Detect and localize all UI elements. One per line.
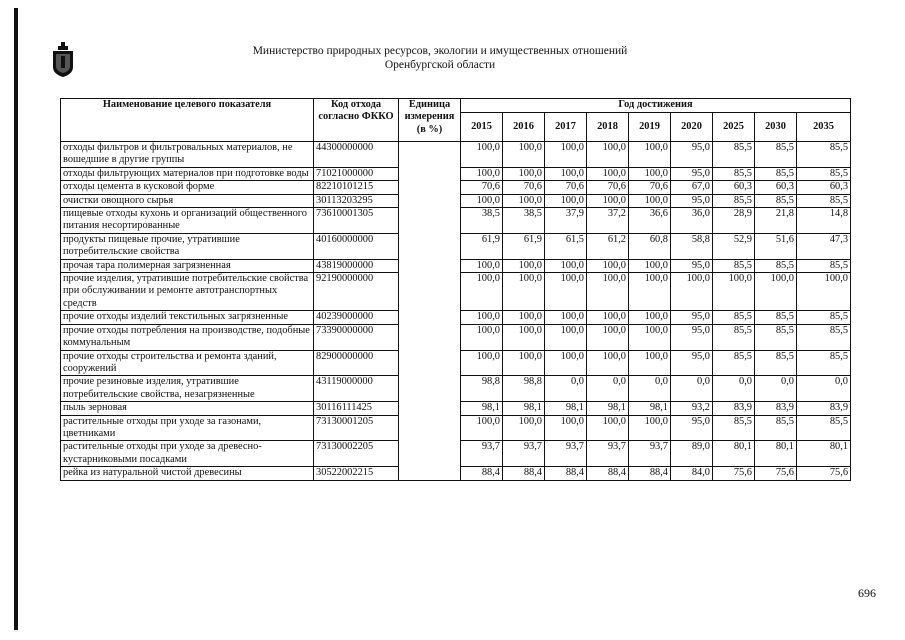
value-cell: 100,0 xyxy=(587,350,629,376)
document-header xyxy=(200,44,680,72)
value-cell: 95,0 xyxy=(671,142,713,168)
value-cell: 100,0 xyxy=(503,259,545,272)
value-cell: 83,9 xyxy=(797,402,851,415)
value-cell: 88,4 xyxy=(545,467,587,480)
value-cell: 85,5 xyxy=(755,311,797,324)
value-cell: 37,2 xyxy=(587,208,629,234)
value-cell: 98,8 xyxy=(461,376,503,402)
value-cell: 0,0 xyxy=(545,376,587,402)
value-cell: 36,0 xyxy=(671,208,713,234)
value-cell: 70,6 xyxy=(545,181,587,194)
value-cell: 80,1 xyxy=(797,441,851,467)
page-number: 696 xyxy=(858,586,876,600)
value-cell: 93,7 xyxy=(629,441,671,467)
header-year: 2015 xyxy=(461,113,503,142)
value-cell: 47,3 xyxy=(797,233,851,259)
header-unit: Единица измерения (в %) xyxy=(399,99,461,142)
value-cell: 85,5 xyxy=(797,311,851,324)
value-cell: 100,0 xyxy=(503,273,545,311)
indicator-name-cell: прочая тара полимерная загрязненная xyxy=(61,259,314,272)
value-cell: 61,9 xyxy=(503,233,545,259)
value-cell: 100,0 xyxy=(629,273,671,311)
value-cell: 85,5 xyxy=(797,415,851,441)
value-cell: 14,8 xyxy=(797,208,851,234)
indicator-name-cell: пищевые отходы кухонь и организаций общественного питания несортированные xyxy=(61,208,314,234)
value-cell: 84,0 xyxy=(671,467,713,480)
value-cell: 70,6 xyxy=(587,181,629,194)
value-cell: 100,0 xyxy=(545,324,587,350)
value-cell: 88,4 xyxy=(503,467,545,480)
value-cell: 93,7 xyxy=(545,441,587,467)
value-cell: 100,0 xyxy=(629,259,671,272)
header-year: 2025 xyxy=(713,113,755,142)
value-cell: 70,6 xyxy=(629,181,671,194)
value-cell: 95,0 xyxy=(671,259,713,272)
header-year: 2017 xyxy=(545,113,587,142)
value-cell: 100,0 xyxy=(587,259,629,272)
value-cell: 28,9 xyxy=(713,208,755,234)
value-cell: 100,0 xyxy=(503,324,545,350)
value-cell: 85,5 xyxy=(755,324,797,350)
waste-code-cell: 43119000000 xyxy=(314,376,399,402)
value-cell: 0,0 xyxy=(629,376,671,402)
value-cell: 93,2 xyxy=(671,402,713,415)
waste-code-cell: 40239000000 xyxy=(314,311,399,324)
value-cell: 85,5 xyxy=(797,259,851,272)
scan-edge-line xyxy=(14,8,18,630)
value-cell: 100,0 xyxy=(629,350,671,376)
waste-code-cell: 40160000000 xyxy=(314,233,399,259)
value-cell: 85,5 xyxy=(755,194,797,207)
value-cell: 61,9 xyxy=(461,233,503,259)
value-cell: 95,0 xyxy=(671,415,713,441)
value-cell: 61,5 xyxy=(545,233,587,259)
value-cell: 36,6 xyxy=(629,208,671,234)
value-cell: 100,0 xyxy=(629,142,671,168)
value-cell: 85,5 xyxy=(755,415,797,441)
value-cell: 95,0 xyxy=(671,167,713,180)
value-cell: 100,0 xyxy=(629,311,671,324)
waste-code-cell: 43819000000 xyxy=(314,259,399,272)
value-cell: 98,1 xyxy=(461,402,503,415)
waste-code-cell: 30113203295 xyxy=(314,194,399,207)
header-year: 2035 xyxy=(797,113,851,142)
header-target-year: Год достижения xyxy=(461,99,851,113)
value-cell: 85,5 xyxy=(713,324,755,350)
value-cell: 100,0 xyxy=(587,311,629,324)
value-cell: 100,0 xyxy=(545,273,587,311)
value-cell: 100,0 xyxy=(545,194,587,207)
value-cell: 100,0 xyxy=(545,259,587,272)
value-cell: 70,6 xyxy=(461,181,503,194)
value-cell: 100,0 xyxy=(587,142,629,168)
value-cell: 67,0 xyxy=(671,181,713,194)
value-cell: 100,0 xyxy=(629,167,671,180)
waste-code-cell: 30116111425 xyxy=(314,402,399,415)
value-cell: 85,5 xyxy=(797,167,851,180)
header-year: 2030 xyxy=(755,113,797,142)
value-cell: 85,5 xyxy=(713,259,755,272)
value-cell: 75,6 xyxy=(797,467,851,480)
value-cell: 100,0 xyxy=(545,311,587,324)
waste-code-cell: 82900000000 xyxy=(314,350,399,376)
unit-cell xyxy=(399,142,461,481)
indicator-name-cell: прочие отходы строительства и ремонта зданий, сооружений xyxy=(61,350,314,376)
value-cell: 100,0 xyxy=(461,259,503,272)
value-cell: 98,1 xyxy=(503,402,545,415)
value-cell: 98,8 xyxy=(503,376,545,402)
value-cell: 100,0 xyxy=(503,415,545,441)
value-cell: 100,0 xyxy=(545,415,587,441)
value-cell: 100,0 xyxy=(755,273,797,311)
value-cell: 80,1 xyxy=(755,441,797,467)
value-cell: 75,6 xyxy=(713,467,755,480)
value-cell: 0,0 xyxy=(671,376,713,402)
value-cell: 85,5 xyxy=(755,259,797,272)
indicator-name-cell: растительные отходы при уходе за газонами, цветниками xyxy=(61,415,314,441)
indicator-name-cell: очистки овощного сырья xyxy=(61,194,314,207)
value-cell: 88,4 xyxy=(461,467,503,480)
value-cell: 100,0 xyxy=(629,324,671,350)
header-waste-code: Код отхода согласно ФККО xyxy=(314,99,399,142)
value-cell: 89,0 xyxy=(671,441,713,467)
value-cell: 85,5 xyxy=(713,167,755,180)
value-cell: 85,5 xyxy=(797,324,851,350)
value-cell: 100,0 xyxy=(713,273,755,311)
indicator-name-cell: прочие изделия, утратившие потребительские свойства при обслуживании и ремонте автотранспортных средств xyxy=(61,273,314,311)
value-cell: 85,5 xyxy=(713,142,755,168)
waste-code-cell: 82210101215 xyxy=(314,181,399,194)
value-cell: 38,5 xyxy=(461,208,503,234)
value-cell: 95,0 xyxy=(671,311,713,324)
value-cell: 85,5 xyxy=(797,194,851,207)
value-cell: 100,0 xyxy=(545,142,587,168)
header-year: 2019 xyxy=(629,113,671,142)
indicator-name-cell: отходы фильтрующих материалов при подготовке воды xyxy=(61,167,314,180)
value-cell: 60,8 xyxy=(629,233,671,259)
value-cell: 100,0 xyxy=(545,350,587,376)
value-cell: 85,5 xyxy=(797,142,851,168)
value-cell: 0,0 xyxy=(713,376,755,402)
coat-of-arms-icon xyxy=(52,42,74,78)
value-cell: 100,0 xyxy=(461,415,503,441)
indicator-name-cell: отходы цемента в кусковой форме xyxy=(61,181,314,194)
value-cell: 85,5 xyxy=(755,350,797,376)
waste-code-cell: 71021000000 xyxy=(314,167,399,180)
waste-code-cell: 92190000000 xyxy=(314,273,399,311)
waste-code-cell: 73130002205 xyxy=(314,441,399,467)
value-cell: 100,0 xyxy=(587,194,629,207)
value-cell: 100,0 xyxy=(629,415,671,441)
value-cell: 100,0 xyxy=(503,350,545,376)
indicator-name-cell: прочие отходы потребления на производстве, подобные коммунальным xyxy=(61,324,314,350)
waste-code-cell: 73610001305 xyxy=(314,208,399,234)
value-cell: 88,4 xyxy=(629,467,671,480)
waste-code-cell: 73390000000 xyxy=(314,324,399,350)
value-cell: 83,9 xyxy=(713,402,755,415)
target-indicators-table xyxy=(60,98,851,481)
waste-code-cell: 73130001205 xyxy=(314,415,399,441)
indicator-name-cell: растительные отходы при уходе за древесно-кустарниковыми посадками xyxy=(61,441,314,467)
value-cell: 100,0 xyxy=(503,142,545,168)
value-cell: 95,0 xyxy=(671,194,713,207)
value-cell: 85,5 xyxy=(755,142,797,168)
value-cell: 100,0 xyxy=(503,194,545,207)
indicator-name-cell: отходы фильтров и фильтровальных материалов, не вошедшие в другие группы xyxy=(61,142,314,168)
region-name: Оренбургской области xyxy=(384,59,496,71)
value-cell: 98,1 xyxy=(629,402,671,415)
value-cell: 98,1 xyxy=(587,402,629,415)
value-cell: 95,0 xyxy=(671,324,713,350)
value-cell: 93,7 xyxy=(587,441,629,467)
indicator-name-cell: прочие резиновые изделия, утратившие потребительские свойства, незагрязненные xyxy=(61,376,314,402)
value-cell: 100,0 xyxy=(587,324,629,350)
value-cell: 100,0 xyxy=(461,324,503,350)
header-year: 2020 xyxy=(671,113,713,142)
value-cell: 85,5 xyxy=(713,350,755,376)
value-cell: 52,9 xyxy=(713,233,755,259)
value-cell: 85,5 xyxy=(713,311,755,324)
value-cell: 100,0 xyxy=(503,167,545,180)
value-cell: 100,0 xyxy=(461,167,503,180)
value-cell: 100,0 xyxy=(587,415,629,441)
value-cell: 100,0 xyxy=(545,167,587,180)
value-cell: 0,0 xyxy=(797,376,851,402)
value-cell: 100,0 xyxy=(461,194,503,207)
waste-code-cell: 44300000000 xyxy=(314,142,399,168)
value-cell: 37,9 xyxy=(545,208,587,234)
value-cell: 38,5 xyxy=(503,208,545,234)
ministry-name: Министерство природных ресурсов, экологии и имущественных отношений xyxy=(252,45,628,57)
value-cell: 100,0 xyxy=(461,350,503,376)
indicator-name-cell: рейка из натуральной чистой древесины xyxy=(61,467,314,480)
indicator-name-cell: продукты пищевые прочие, утратившие потребительские свойства xyxy=(61,233,314,259)
value-cell: 93,7 xyxy=(461,441,503,467)
value-cell: 100,0 xyxy=(587,167,629,180)
value-cell: 100,0 xyxy=(671,273,713,311)
waste-code-cell: 30522002215 xyxy=(314,467,399,480)
value-cell: 58,8 xyxy=(671,233,713,259)
value-cell: 98,1 xyxy=(545,402,587,415)
value-cell: 60,3 xyxy=(755,181,797,194)
value-cell: 95,0 xyxy=(671,350,713,376)
value-cell: 100,0 xyxy=(461,273,503,311)
value-cell: 51,6 xyxy=(755,233,797,259)
indicator-name-cell: пыль зерновая xyxy=(61,402,314,415)
value-cell: 70,6 xyxy=(503,181,545,194)
value-cell: 85,5 xyxy=(797,350,851,376)
value-cell: 80,1 xyxy=(713,441,755,467)
value-cell: 60,3 xyxy=(713,181,755,194)
indicator-name-cell: прочие отходы изделий текстильных загрязненные xyxy=(61,311,314,324)
value-cell: 21,8 xyxy=(755,208,797,234)
table-row xyxy=(61,142,851,168)
value-cell: 100,0 xyxy=(503,311,545,324)
value-cell: 100,0 xyxy=(797,273,851,311)
value-cell: 100,0 xyxy=(587,273,629,311)
value-cell: 75,6 xyxy=(755,467,797,480)
header-year: 2016 xyxy=(503,113,545,142)
value-cell: 100,0 xyxy=(629,194,671,207)
value-cell: 0,0 xyxy=(755,376,797,402)
value-cell: 85,5 xyxy=(755,167,797,180)
value-cell: 100,0 xyxy=(461,311,503,324)
value-cell: 0,0 xyxy=(587,376,629,402)
header-year: 2018 xyxy=(587,113,629,142)
value-cell: 60,3 xyxy=(797,181,851,194)
value-cell: 85,5 xyxy=(713,415,755,441)
value-cell: 61,2 xyxy=(587,233,629,259)
value-cell: 83,9 xyxy=(755,402,797,415)
value-cell: 85,5 xyxy=(713,194,755,207)
value-cell: 100,0 xyxy=(461,142,503,168)
value-cell: 88,4 xyxy=(587,467,629,480)
value-cell: 93,7 xyxy=(503,441,545,467)
header-indicator-name: Наименование целевого показателя xyxy=(61,99,314,142)
